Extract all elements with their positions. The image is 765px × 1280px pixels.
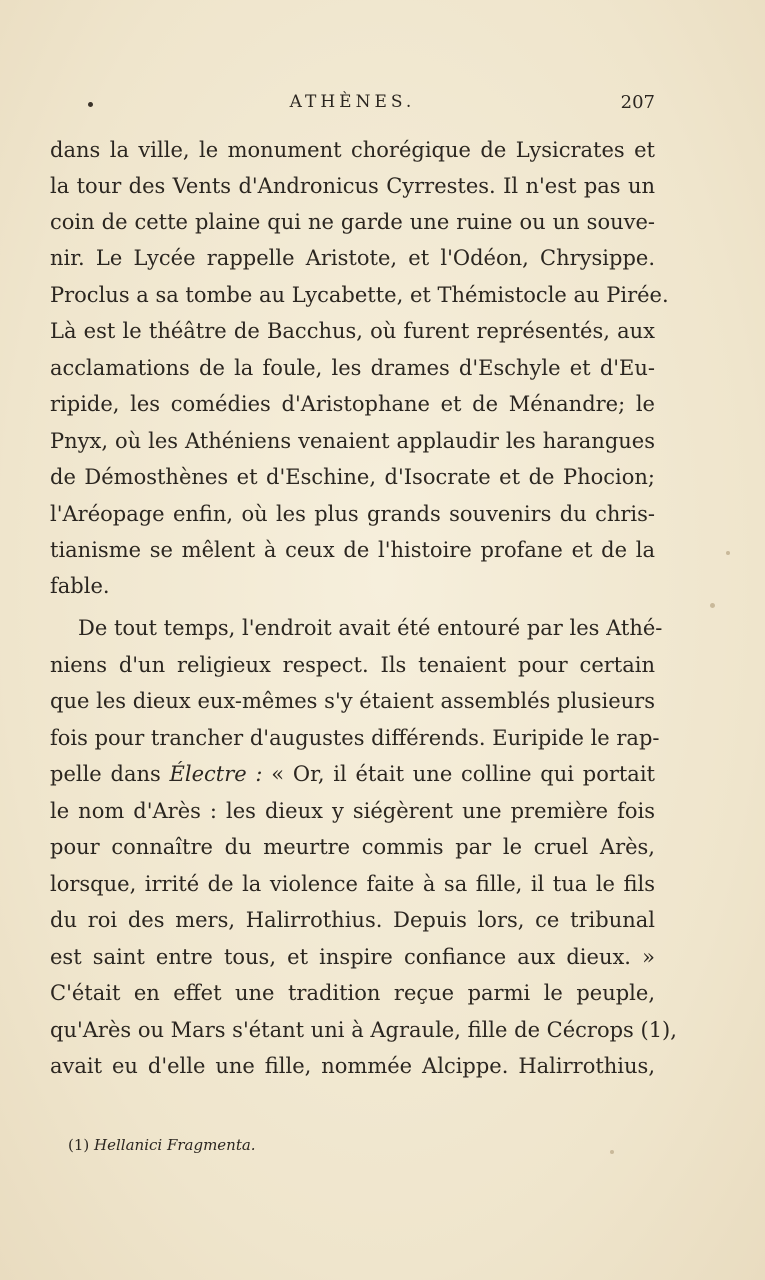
text-line: de Démosthènes et d'Eschine, d'Isocrate et de Phocion; [50,465,655,489]
text-line: dans la ville, le monument chorégique de Lysicrates et [50,138,655,162]
work-title: Électre : [169,762,263,786]
text-line: que les dieux eux-mêmes s'y étaient assemblés plusieurs [50,689,655,713]
text-line: lorsque, irrité de la violence faite à sa fille, il tua le fils [50,872,655,896]
text-run: pelle dans [50,762,170,786]
footnote-marker: (1) [68,1136,90,1154]
text-run: « Or, il était une colline qui portait [262,762,655,786]
footnote [68,1136,256,1154]
text-line: tianisme se mêlent à ceux de l'histoire profane et de la [50,538,655,562]
text-line: acclamations de la foule, les drames d'Eschyle et d'Eu- [50,356,655,380]
page-number: 207 [620,92,655,113]
text-line: niens d'un religieux respect. Ils tenaient pour certain [50,653,655,677]
paper-speck [710,603,715,608]
text-line: fable. [50,574,110,598]
text-line [50,756,655,792]
text-line: la tour des Vents d'Andronicus Cyrrestes. Il n'est pas un [50,174,655,198]
text-line: est saint entre tous, et inspire confiance aux dieux. » [50,945,655,969]
text-line: C'était en effet une tradition reçue parmi le peuple, [50,981,655,1005]
text-line: du roi des mers, Halirrothius. Depuis lors, ce tribunal [50,908,655,932]
text-line: qu'Arès ou Mars s'étant uni à Agraule, fille de Cécrops (1), [50,1018,677,1042]
text-line: Pnyx, où les Athéniens venaient applaudir les harangues [50,429,655,453]
page-header [50,92,655,122]
text-line: Là est le théâtre de Bacchus, où furent représentés, aux [50,319,655,343]
text-line: De tout temps, l'endroit avait été entouré par les Athé- [78,616,663,640]
text-line: coin de cette plaine qui ne garde une ruine ou un souve- [50,210,655,234]
paper-speck [610,1150,614,1154]
running-title: ATHÈNES. [289,92,416,112]
text-line: ripide, les comédies d'Aristophane et de Ménandre; le [50,392,655,416]
text-line: fois pour trancher d'augustes différends. Euripide le rap- [50,726,660,750]
text-line: pour connaître du meurtre commis par le cruel Arès, [50,835,655,859]
text-line: nir. Le Lycée rappelle Aristote, et l'Odéon, Chrysippe. [50,246,655,270]
footnote-text: Hellanici Fragmenta. [94,1136,256,1154]
text-line: Proclus a sa tombe au Lycabette, et Thémistocle au Pirée. [50,283,669,307]
text-line: le nom d'Arès : les dieux y siégèrent une première fois [50,799,655,823]
text-line: avait eu d'elle une fille, nommée Alcippe. Halirrothius, [50,1054,655,1078]
paper-speck [726,551,730,555]
text-line: l'Aréopage enfin, où les plus grands souvenirs du chris- [50,502,655,526]
